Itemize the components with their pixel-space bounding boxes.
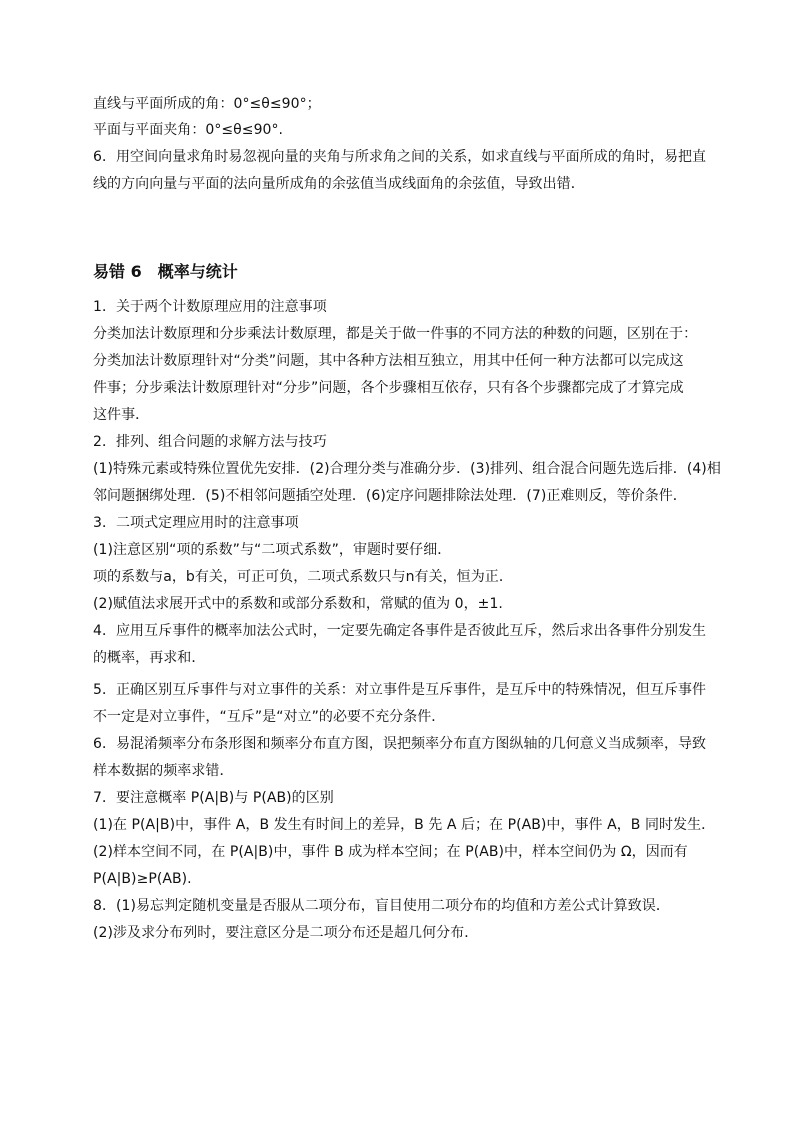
text-line-12: (2)赋值法求展开式中的系数和或部分系数和，常赋的值为 0，±1. [93, 596, 503, 612]
text-line-2: 分类加法计数原理和分步乘法计数原理，都是关于做一件事的不同方法的种数的问题，区别在于： [93, 326, 698, 342]
text-line-20: (1)在 P(A|B)中，事件 A，B 发生有时间上的差异，B 先 A 后；在 P(AB)中，事件 A，B 同时发生． [93, 817, 716, 833]
text-line-angle-plane-plane: 平面与平面夹角：0°≤θ≤90°. [93, 122, 284, 138]
text-line-angle-line-plane: 直线与平面所成的角：0°≤θ≤90°； [93, 96, 321, 112]
text-line-6: 2．排列、组合问题的求解方法与技巧 [93, 434, 327, 450]
text-line-item-6-a: 6．用空间向量求角时易忽视向量的夹角与所求角之间的关系，如求直线与平面所成的角时，易把直 [93, 149, 707, 165]
text-line-23: 8．(1)易忘判定随机变量是否服从二项分布，盲目使用二项分布的均值和方差公式计算致误． [93, 898, 670, 914]
text-line-24: (2)涉及求分布列时，要注意区分是二项分布还是超几何分布． [93, 925, 479, 941]
text-line-10: (1)注意区别“项的系数”与“二项式系数”，审题时要仔细． [93, 542, 452, 558]
text-line-5: 这件事． [93, 407, 150, 423]
text-line-18: 样本数据的频率求错． [93, 763, 234, 779]
text-line-21: (2)样本空间不同，在 P(A|B)中，事件 B 成为样本空间；在 P(AB)中，样本空间仍为 Ω，因而有 [93, 844, 688, 860]
text-line-22: P(A|B)≥P(AB). [93, 871, 192, 887]
text-line-8: 邻问题捆绑处理．(5)不相邻问题插空处理．(6)定序问题排除法处理．(7)正难则反，等价条件． [93, 488, 687, 504]
section-heading: 易错 6 概率与统计 [93, 262, 238, 281]
text-line-15: 5．正确区别互斥事件与对立事件的关系：对立事件是互斥事件，是互斥中的特殊情况，但互斥事件 [93, 682, 707, 698]
text-line-4: 件事；分步乘法计数原理针对“分步”问题，各个步骤相互依存，只有各个步骤都完成了才算完成 [93, 380, 684, 396]
text-line-16: 不一定是对立事件，“互斥”是“对立”的必要不充分条件． [93, 709, 446, 725]
text-line-7: (1)特殊元素或特殊位置优先安排．(2)合理分类与准确分步．(3)排列、组合混合问题先选后排．(4)相 [93, 461, 721, 477]
text-line-19: 7．要注意概率 P(A|B)与 P(AB)的区别 [93, 790, 334, 806]
text-line-9: 3．二项式定理应用时的注意事项 [93, 515, 299, 531]
text-line-14: 的概率，再求和． [93, 650, 206, 666]
text-line-item-6-b: 线的方向向量与平面的法向量所成角的余弦值当成线面角的余弦值，导致出错． [93, 176, 585, 192]
text-line-13: 4．应用互斥事件的概率加法公式时，一定要先确定各事件是否彼此互斥，然后求出各事件分别发生 [93, 623, 707, 639]
text-line-11: 项的系数与a，b有关，可正可负，二项式系数只与n有关，恒为正． [93, 569, 513, 585]
text-line-1: 1．关于两个计数原理应用的注意事项 [93, 299, 327, 315]
text-line-17: 6．易混淆频率分布条形图和频率分布直方图，误把频率分布直方图纵轴的几何意义当成频率，导致 [93, 736, 707, 752]
text-line-3: 分类加法计数原理针对“分类”问题，其中各种方法相互独立，用其中任何一种方法都可以完成这 [93, 353, 684, 369]
